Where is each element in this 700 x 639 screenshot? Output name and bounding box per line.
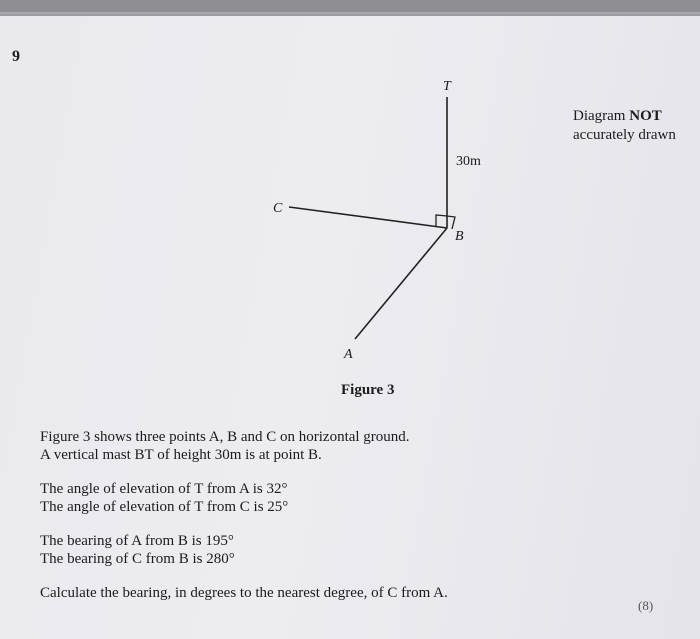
question-number: 9 bbox=[12, 48, 20, 65]
paragraph-mast: A vertical mast BT of height 30m is at point B. bbox=[40, 447, 322, 463]
label-c: C bbox=[273, 201, 283, 216]
note-bold: NOT bbox=[629, 108, 662, 124]
label-b: B bbox=[455, 229, 464, 244]
paragraph-points: Figure 3 shows three points A, B and C on horizontal ground. bbox=[40, 429, 410, 445]
figure-caption: Figure 3 bbox=[341, 382, 395, 398]
right-angle-marker-ab bbox=[447, 216, 455, 229]
label-height: 30m bbox=[456, 154, 481, 169]
note-prefix: Diagram bbox=[573, 108, 626, 124]
right-angle-marker-cb bbox=[436, 215, 447, 226]
line-cb bbox=[289, 207, 447, 228]
paragraph-elevation-c: The angle of elevation of T from C is 25° bbox=[40, 499, 289, 515]
line-ba bbox=[355, 228, 447, 339]
paragraph-task: Calculate the bearing, in degrees to the nearest degree, of C from A. bbox=[40, 585, 448, 601]
label-t: T bbox=[443, 79, 451, 94]
marks-label: (8) bbox=[638, 598, 654, 613]
paragraph-elevation-a: The angle of elevation of T from A is 32° bbox=[40, 481, 288, 497]
label-a: A bbox=[344, 347, 353, 362]
note-suffix: accurately drawn bbox=[573, 127, 676, 143]
paragraph-bearing-a: The bearing of A from B is 195° bbox=[40, 533, 234, 549]
paragraph-bearing-c: The bearing of C from B is 280° bbox=[40, 551, 235, 567]
